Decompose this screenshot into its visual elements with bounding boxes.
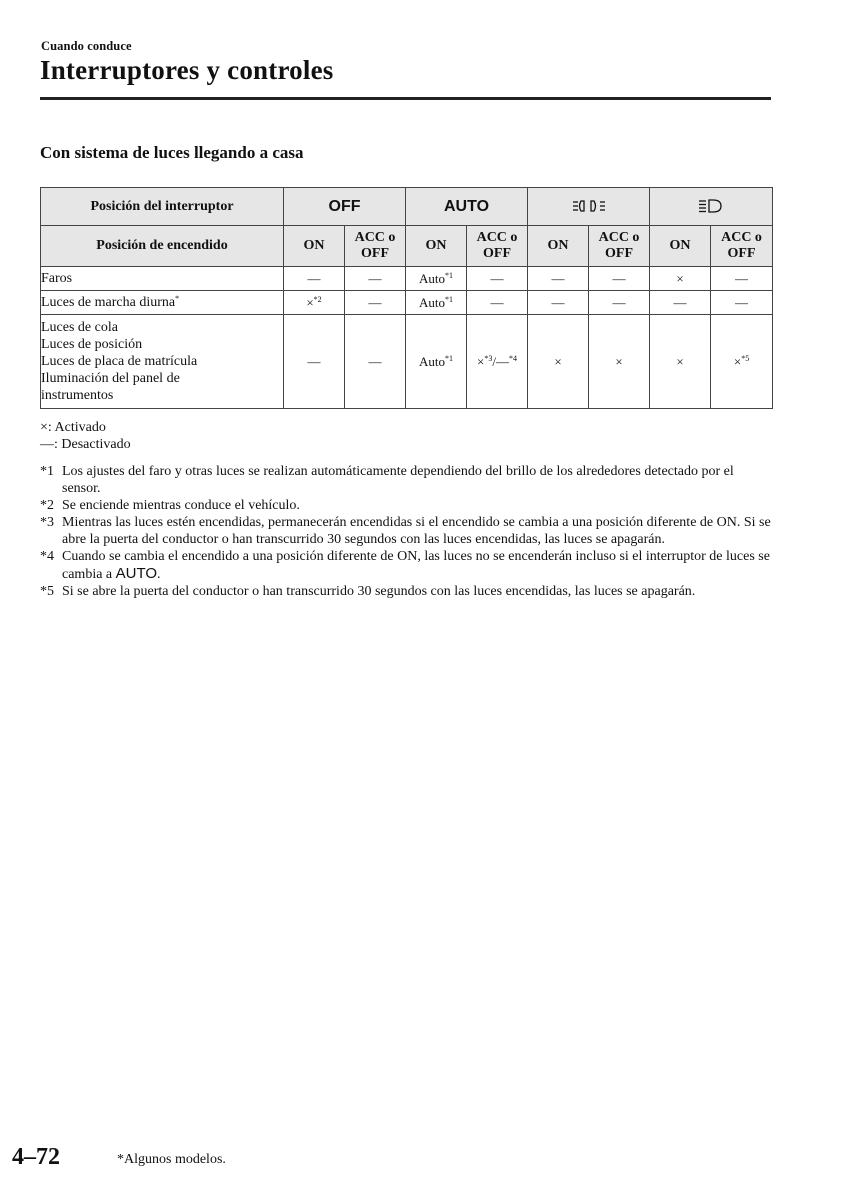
- switch-off-header: OFF: [284, 188, 406, 226]
- table-cell: [650, 267, 711, 291]
- cell-value: ×: [306, 294, 314, 310]
- table-cell: [528, 267, 589, 291]
- footnotes: [40, 463, 775, 600]
- parking-lights-icon: [572, 198, 606, 214]
- table-cell: [406, 315, 467, 409]
- footnote-text: Los ajustes del faro y otras luces se realizan automáticamente dependiendo del brillo de los alrededores detectado por el sensor.: [62, 464, 734, 496]
- lights-table: [40, 187, 773, 409]
- row-label-line: instrumentos: [41, 388, 114, 403]
- footnote-switch-label: AUTO: [115, 565, 158, 582]
- footnote-tail: .: [157, 567, 161, 582]
- ignition-position-header-row: [41, 226, 773, 267]
- table-cell: [589, 267, 650, 291]
- row-label-line: Faros: [41, 271, 73, 286]
- footnote-number: *2: [40, 498, 54, 513]
- table-cell: [711, 291, 773, 315]
- cell-value: —: [612, 270, 626, 286]
- legend-deactivated: —: Desactivado: [40, 437, 131, 452]
- cell-value: ×: [733, 353, 742, 369]
- page-number: 4–72: [12, 1144, 60, 1170]
- table-cell: [711, 315, 773, 409]
- row-label: [41, 315, 284, 409]
- row-label-line: Iluminación del panel de: [41, 371, 180, 386]
- table-row: [41, 291, 773, 315]
- table-cell: [284, 267, 345, 291]
- cell-sup: *1: [445, 353, 453, 363]
- footnote: [40, 514, 775, 548]
- cell-sup: *2: [313, 294, 322, 304]
- cell-value: ×: [676, 353, 684, 369]
- page-title: Interruptores y controles: [40, 55, 334, 85]
- table-cell: [711, 267, 773, 291]
- footnote: [40, 497, 775, 514]
- table-row: [41, 267, 773, 291]
- cell-value: —: [735, 294, 749, 310]
- cell-value: —: [551, 294, 565, 310]
- headlights-icon: [698, 198, 724, 214]
- cell-sup: *3: [484, 353, 493, 363]
- cell-value: —: [368, 353, 382, 369]
- footnote: [40, 463, 775, 497]
- footnote-number: *3: [40, 515, 54, 530]
- switch-position-header-row: [41, 188, 773, 226]
- cell-value: —: [551, 270, 565, 286]
- cell-value: —: [490, 294, 504, 310]
- cell-sup: *4: [508, 353, 517, 363]
- ignition-state-header: ACC o OFF: [345, 226, 406, 267]
- row-label-line: Luces de cola: [41, 320, 118, 335]
- switch-parking-header: [528, 188, 650, 226]
- footnote-text: Cuando se cambia el encendido a una posición diferente de ON, las luces no se encenderán incluso si el interruptor de luces se cambia a: [62, 549, 770, 582]
- title-rule: [40, 97, 771, 100]
- table-cell: [284, 291, 345, 315]
- row-label-line: Luces de posición: [41, 337, 143, 352]
- cell-value: —: [307, 270, 321, 286]
- footnote: [40, 583, 775, 600]
- table-cell: [528, 291, 589, 315]
- ignition-state-header: ACC o OFF: [589, 226, 650, 267]
- footnote-number: *5: [40, 584, 54, 599]
- cell-value: ×: [676, 270, 684, 286]
- footnote-number: *4: [40, 549, 54, 564]
- table-cell: [345, 291, 406, 315]
- cell-value: —: [612, 294, 626, 310]
- section-label: Cuando conduce: [41, 39, 132, 53]
- row-label-line: Luces de placa de matrícula: [41, 354, 198, 369]
- section-subtitle: Con sistema de luces llegando a casa: [40, 143, 304, 162]
- table-cell: [528, 315, 589, 409]
- table-body: [41, 267, 773, 409]
- table-cell: [345, 267, 406, 291]
- cell-value: Auto: [419, 353, 445, 369]
- row-label: [41, 291, 284, 315]
- table-cell: [284, 315, 345, 409]
- ignition-state-header: ACC o OFF: [467, 226, 528, 267]
- cell-sup: *5: [741, 353, 750, 363]
- ignition-state-header: ACC o OFF: [711, 226, 773, 267]
- cell-value: —: [735, 270, 749, 286]
- footnote-number: *1: [40, 464, 54, 479]
- cell-value: ×: [554, 353, 562, 369]
- cell-value: ×: [477, 353, 485, 369]
- table-cell: [589, 315, 650, 409]
- table-cell: [589, 291, 650, 315]
- cell-sup: *1: [445, 270, 453, 280]
- legend: [40, 419, 131, 453]
- ignition-state-header: ON: [650, 226, 711, 267]
- cell-value: Auto: [419, 294, 445, 310]
- row-label: [41, 267, 284, 291]
- row-label-text: Luces de marcha diurna: [41, 295, 176, 310]
- cell-value: —: [368, 294, 382, 310]
- switch-auto-header: AUTO: [406, 188, 528, 226]
- cell-value: —: [307, 353, 321, 369]
- models-note: *Algunos modelos.: [117, 1152, 226, 1167]
- table-row: [41, 315, 773, 409]
- cell-value: —: [673, 294, 687, 310]
- footnote-text: Mientras las luces estén encendidas, permanecerán encendidas si el encendido se cambia a una posición diferente de ON. Si se abre la puerta del conductor o han transcurrido 30 segundos con las luces encendidas, las luces se apagarán.: [62, 515, 771, 547]
- ignition-state-header: ON: [528, 226, 589, 267]
- table-cell: [406, 267, 467, 291]
- table-cell: [467, 267, 528, 291]
- table-cell: [650, 315, 711, 409]
- ignition-state-header: ON: [284, 226, 345, 267]
- footnote: [40, 548, 775, 583]
- table-cell: [406, 291, 467, 315]
- table-cell: [467, 315, 528, 409]
- ignition-state-header: ON: [406, 226, 467, 267]
- table-cell: [467, 291, 528, 315]
- cell-value: /—: [492, 353, 509, 369]
- table-cell: [345, 315, 406, 409]
- switch-position-label: Posición del interruptor: [41, 188, 284, 226]
- cell-value: —: [490, 270, 504, 286]
- cell-value: —: [368, 270, 382, 286]
- switch-headlights-header: [650, 188, 773, 226]
- footnote-text: Si se abre la puerta del conductor o han transcurrido 30 segundos con las luces encendidas, las luces se apagarán.: [62, 584, 696, 599]
- footnote-text: Se enciende mientras conduce el vehículo.: [62, 498, 300, 513]
- row-label-line: [41, 294, 283, 311]
- cell-sup: *1: [445, 294, 453, 304]
- table-cell: [650, 291, 711, 315]
- ignition-position-label: Posición de encendido: [41, 226, 284, 267]
- cell-value: Auto: [419, 270, 445, 286]
- row-label-sup: *: [175, 294, 180, 303]
- legend-activated: ×: Activado: [40, 420, 106, 435]
- cell-value: ×: [615, 353, 623, 369]
